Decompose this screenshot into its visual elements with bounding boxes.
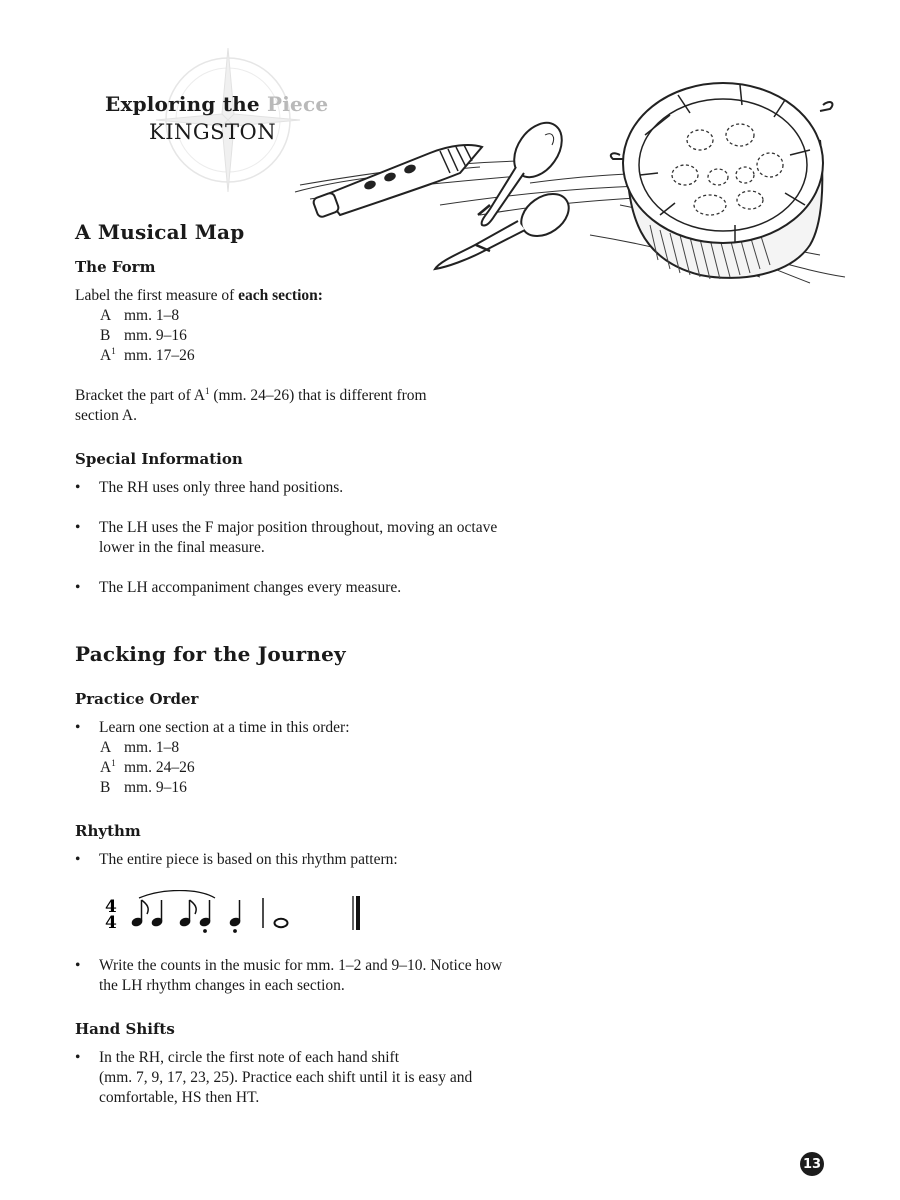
subheading-practice-order: Practice Order — [75, 690, 199, 708]
section-superscript: 1 — [111, 758, 116, 768]
bullet-text: The LH accompaniment changes every measure. — [99, 579, 402, 596]
final-barline-icon — [353, 896, 360, 930]
steel-drum-icon — [611, 83, 833, 279]
rhythm-notation-icon — [103, 890, 403, 940]
staccato-quarter-note-icon — [199, 900, 211, 932]
instruction-text: Label the first measure of — [75, 287, 239, 304]
instruction-text: (mm. 24–26) that is different from — [209, 387, 427, 404]
rhythm-pattern — [103, 890, 403, 940]
section-heading-packing: Packing for the Journey — [75, 642, 346, 666]
list-item — [100, 306, 635, 326]
measure-range: mm. 17–26 — [124, 347, 195, 364]
bracket-instruction — [75, 386, 635, 426]
practice-order-list — [100, 738, 635, 798]
bullet-icon: • — [75, 719, 81, 736]
bullet-text: The RH uses only three hand positions. — [99, 479, 344, 496]
section-heading-musical-map: A Musical Map — [75, 220, 245, 244]
instruction-bold-text: each section: — [238, 287, 323, 304]
list-item — [75, 578, 635, 598]
list-item — [100, 778, 635, 798]
tie-icon — [139, 891, 215, 899]
piece-title: KINGSTON — [149, 120, 277, 144]
title-text: Exploring the — [105, 92, 267, 116]
list-item — [100, 758, 635, 778]
bullet-icon: • — [75, 851, 81, 868]
subheading-rhythm: Rhythm — [75, 822, 141, 840]
staccato-quarter-note-icon — [229, 900, 241, 932]
section-label: B — [100, 779, 111, 796]
title-accent-text: Piece — [266, 92, 329, 116]
list-item — [75, 518, 635, 558]
instruction-text: section A. — [75, 407, 137, 424]
section-label: A — [100, 739, 112, 756]
list-item — [75, 718, 635, 738]
section-superscript: 1 — [204, 386, 210, 396]
bullet-text: comfortable, HS then HT. — [99, 1089, 260, 1106]
bullet-icon: • — [75, 519, 81, 536]
list-item — [75, 956, 635, 996]
instruction-text: Bracket the part of A — [75, 387, 205, 404]
bullet-text: In the RH, circle the first note of each hand shift — [99, 1049, 399, 1066]
bullet-text: lower in the final measure. — [99, 539, 265, 556]
bullet-icon: • — [75, 579, 81, 596]
page-number: 13 — [800, 1152, 824, 1176]
list-item — [75, 1048, 635, 1108]
form-instruction — [75, 286, 635, 306]
time-signature-top: 4 — [105, 897, 117, 917]
list-item — [100, 346, 635, 366]
bullet-icon: • — [75, 957, 81, 974]
section-label: A — [100, 347, 112, 364]
section-label: A — [100, 759, 112, 776]
section-label: A — [100, 307, 112, 324]
bullet-icon: • — [75, 1049, 81, 1066]
section-superscript: 1 — [111, 346, 116, 356]
whole-note-icon — [275, 919, 288, 927]
subheading-hand-shifts: Hand Shifts — [75, 1020, 175, 1038]
bullet-text: the LH rhythm changes in each section. — [99, 977, 345, 994]
quarter-note-icon — [151, 900, 163, 927]
measure-range: mm. 9–16 — [124, 327, 187, 344]
main-content — [75, 220, 635, 1108]
bullet-text: Learn one section at a time in this order: — [99, 719, 350, 736]
bullet-text: (mm. 7, 9, 17, 23, 25). Practice each shift until it is easy and — [99, 1069, 473, 1086]
eighth-note-icon — [131, 900, 148, 927]
bullet-text: The entire piece is based on this rhythm pattern: — [99, 851, 398, 868]
measure-range: mm. 24–26 — [124, 759, 195, 776]
section-label: B — [100, 327, 111, 344]
form-section-list — [100, 306, 635, 366]
subheading-form: The Form — [75, 258, 156, 276]
eighth-note-icon — [179, 900, 196, 927]
bullet-text: The LH uses the F major position throughout, moving an octave — [99, 519, 498, 536]
time-signature-bottom: 4 — [105, 913, 117, 933]
measure-range: mm. 1–8 — [124, 307, 180, 324]
list-item — [75, 478, 635, 498]
subheading-special-information: Special Information — [75, 450, 243, 468]
list-item — [75, 850, 635, 870]
bullet-text: Write the counts in the music for mm. 1–2 and 9–10. Notice how — [99, 957, 503, 974]
measure-range: mm. 9–16 — [124, 779, 187, 796]
measure-range: mm. 1–8 — [124, 739, 180, 756]
list-item — [100, 326, 635, 346]
list-item — [100, 738, 635, 758]
bullet-icon: • — [75, 479, 81, 496]
